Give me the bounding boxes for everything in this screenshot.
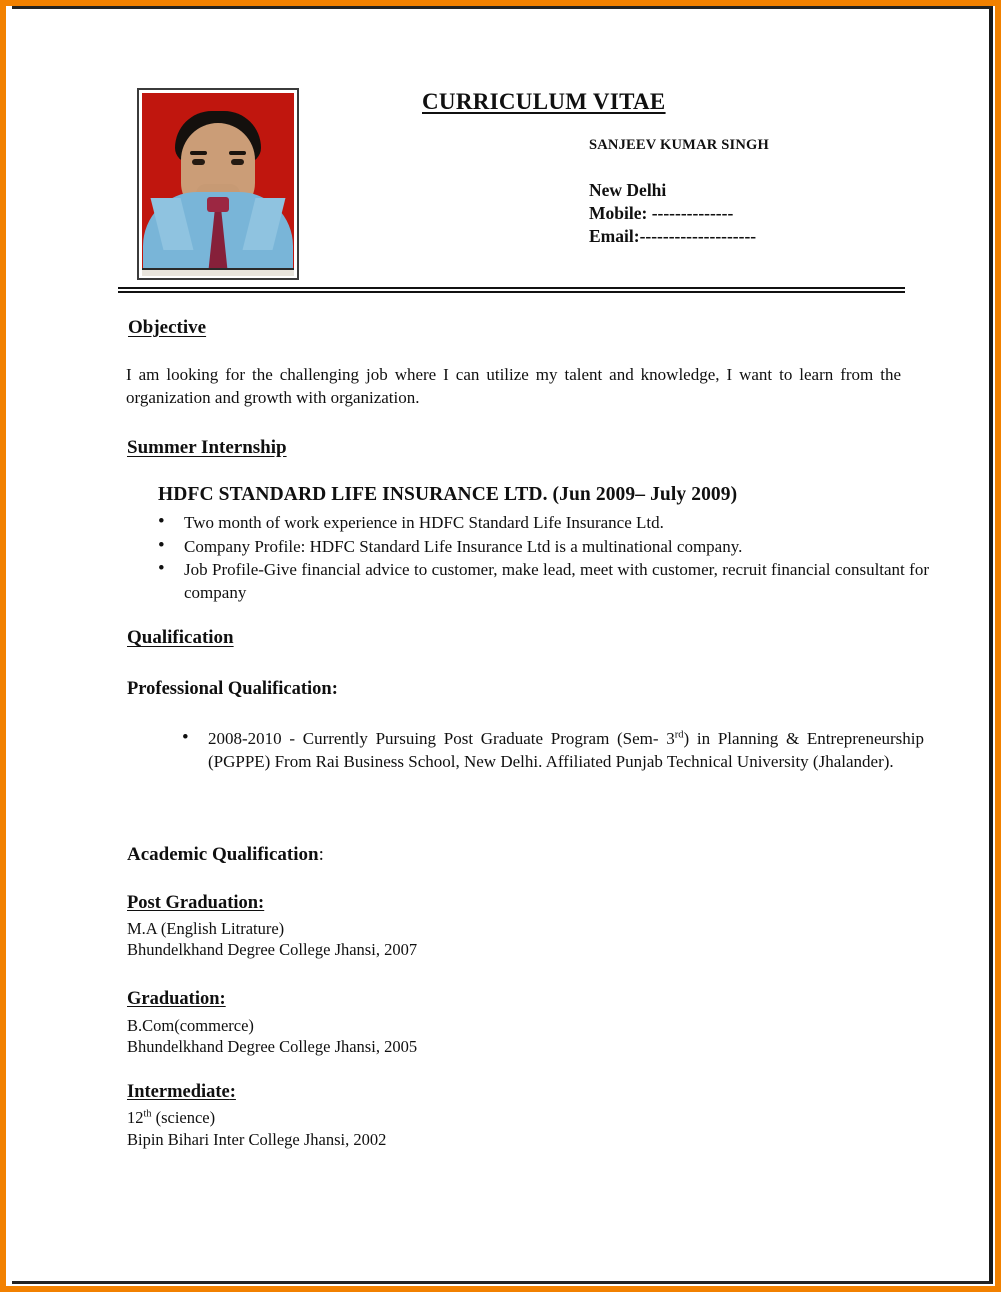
section-heading-objective: Objective xyxy=(128,317,207,338)
contact-mobile-value: -------------- xyxy=(647,203,734,223)
list-item xyxy=(160,728,924,773)
education-degree-intermediate xyxy=(127,1107,215,1129)
section-heading-qualification: Qualification xyxy=(127,627,234,648)
subheading-professional-qualification: Professional Qualification: xyxy=(127,679,338,699)
intermediate-degree-suffix: (science) xyxy=(151,1108,216,1127)
internship-bullet-list xyxy=(136,512,929,605)
education-level-post-graduation: Post Graduation: xyxy=(127,893,265,913)
academic-qualification-colon: : xyxy=(318,844,324,865)
list-item: • Two month of work experience in HDFC Standard Life Insurance Ltd. xyxy=(136,512,896,535)
pq-text-prefix: 2008-2010 - Currently Pursuing Post Graduate Program (Sem- 3 xyxy=(208,729,675,748)
intermediate-colon: : xyxy=(229,1082,236,1102)
cv-sheet xyxy=(6,6,995,1286)
section-heading-summer-internship: Summer Internship xyxy=(127,437,287,458)
pq-text-suffix: ) in Planning & Entrepreneurship (PGPPE) From Rai Business School, New Delhi. Affiliated Punjab Technical University (Jhalander). xyxy=(208,729,924,771)
education-institute-post-graduation: Bhundelkhand Degree College Jhansi, 2007 xyxy=(127,940,418,959)
professional-qualification-list xyxy=(160,728,924,774)
contact-email-label: Email: xyxy=(589,226,640,246)
internship-job-title: HDFC STANDARD LIFE INSURANCE LTD. (Jun 2009– July 2009) xyxy=(158,484,738,505)
education-level-graduation: Graduation: xyxy=(127,989,226,1009)
education-institute-graduation: Bhundelkhand Degree College Jhansi, 2005 xyxy=(127,1037,418,1056)
list-item: • Job Profile-Give financial advice to customer, make lead, meet with customer, recruit financial consultant for company xyxy=(136,559,929,604)
subheading-academic-qualification xyxy=(127,844,324,866)
contact-location: New Delhi xyxy=(589,180,667,200)
intermediate-degree-prefix: 12 xyxy=(127,1108,144,1127)
education-institute-intermediate: Bipin Bihari Inter College Jhansi, 2002 xyxy=(127,1130,387,1149)
intermediate-label: Intermediate xyxy=(127,1082,230,1102)
list-item: • Company Profile: HDFC Standard Life Insurance Ltd is a multinational company. xyxy=(136,536,896,559)
contact-email-value: -------------------- xyxy=(639,226,757,246)
education-level-intermediate xyxy=(127,1082,236,1103)
cv-body xyxy=(6,6,995,1286)
education-degree-post-graduation: M.A (English Litrature) xyxy=(127,919,285,938)
academic-qualification-label: Academic Qualification xyxy=(127,844,319,865)
pq-superscript: rd xyxy=(674,729,684,741)
page-title: CURRICULUM VITAE xyxy=(422,89,666,114)
objective-text: I am looking for the challenging job where I can utilize my talent and knowledge, I want to learn from the organization and growth with organization. xyxy=(126,365,901,407)
candidate-name: SANJEEV KUMAR SINGH xyxy=(589,137,769,153)
education-degree-graduation: B.Com(commerce) xyxy=(127,1016,254,1035)
contact-mobile-label: Mobile: xyxy=(589,203,648,223)
intermediate-degree-superscript: th xyxy=(143,1108,152,1120)
